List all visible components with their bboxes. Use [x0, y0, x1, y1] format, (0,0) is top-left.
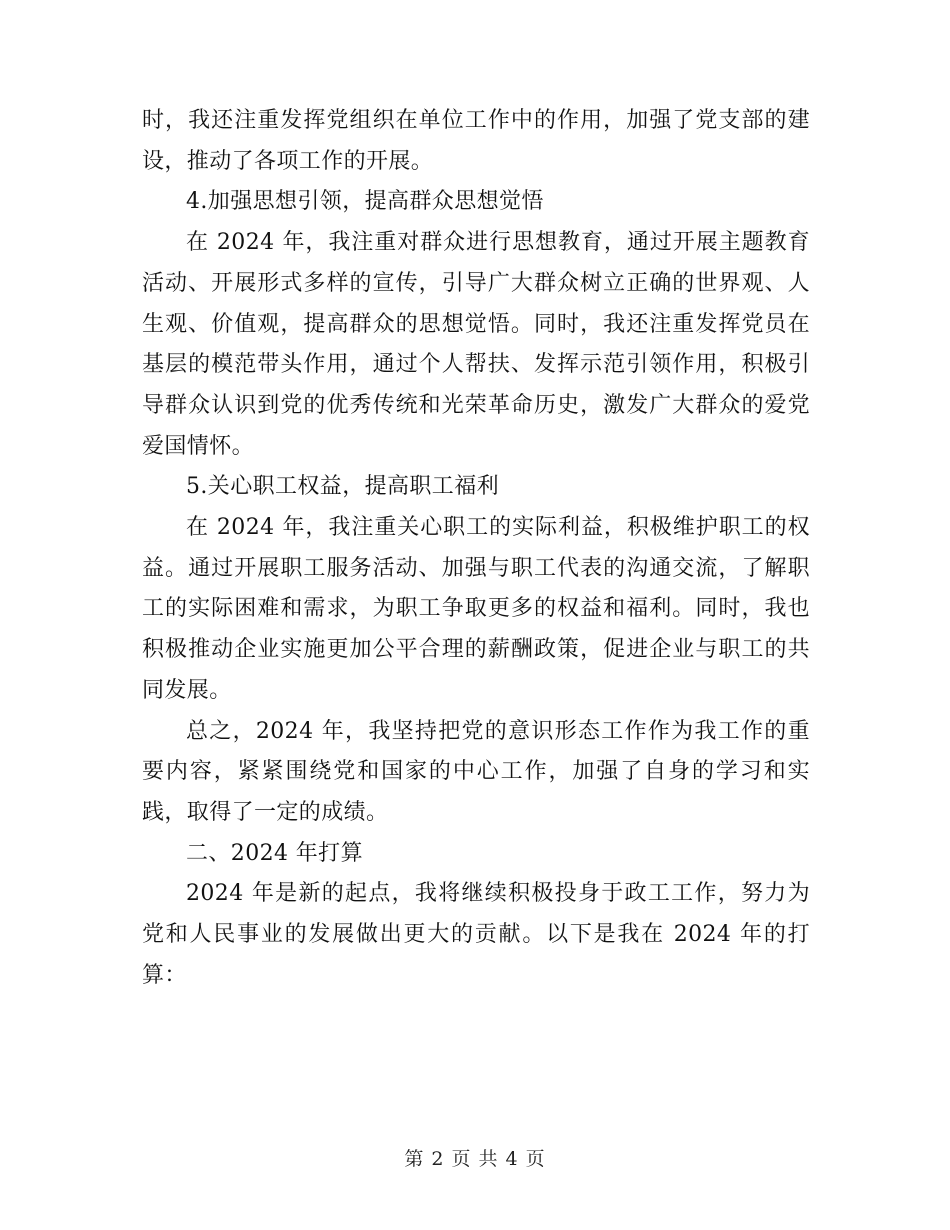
- page-number-footer: 第 2 页 共 4 页: [404, 1148, 546, 1170]
- paragraph-ideology-guidance: 在 2024 年，我注重对群众进行思想教育，通过开展主题教育活动、开展形式多样的宣传，引导广大群众树立正确的世界观、人生观、价值观，提高群众的思想觉悟。同时，我还注重发挥党员在基层的模范带头作用，通过个人帮扶、发挥示范引领作用，积极引导群众认识到党的优秀传统和光荣革命历史，激发广大群众的爱党爱国情怀。: [142, 230, 810, 459]
- paragraph-plan-intro: 2024 年是新的起点，我将继续积极投身于政工工作，努力为党和人民事业的发展做出更大的贡献。以下是我在 2024 年的打算：: [142, 881, 810, 988]
- paragraph-employee-rights: 在 2024 年，我注重关心职工的实际利益，积极维护职工的权益。通过开展职工服务活动、加强与职工代表的沟通交流，了解职工的实际困难和需求，为职工争取更多的权益和福利。同时，我也积极推动企业实施更加公平合理的薪酬政策，促进企业与职工的共同发展。: [142, 515, 810, 703]
- paragraph-summary: 总之，2024 年，我坚持把党的意识形态工作作为我工作的重要内容，紧紧围绕党和国家的中心工作，加强了自身的学习和实践，取得了一定的成绩。: [142, 718, 810, 825]
- document-body: [142, 101, 810, 996]
- section-heading-5: 5.关心职工权益，提高职工福利: [186, 474, 499, 500]
- paragraph-continuation: 时，我还注重发挥党组织在单位工作中的作用，加强了党支部的建设，推动了各项工作的开展。: [142, 108, 810, 174]
- section-heading-plan: 二、2024 年打算: [186, 840, 363, 866]
- section-heading-4: 4.加强思想引领，提高群众思想觉悟: [186, 189, 544, 215]
